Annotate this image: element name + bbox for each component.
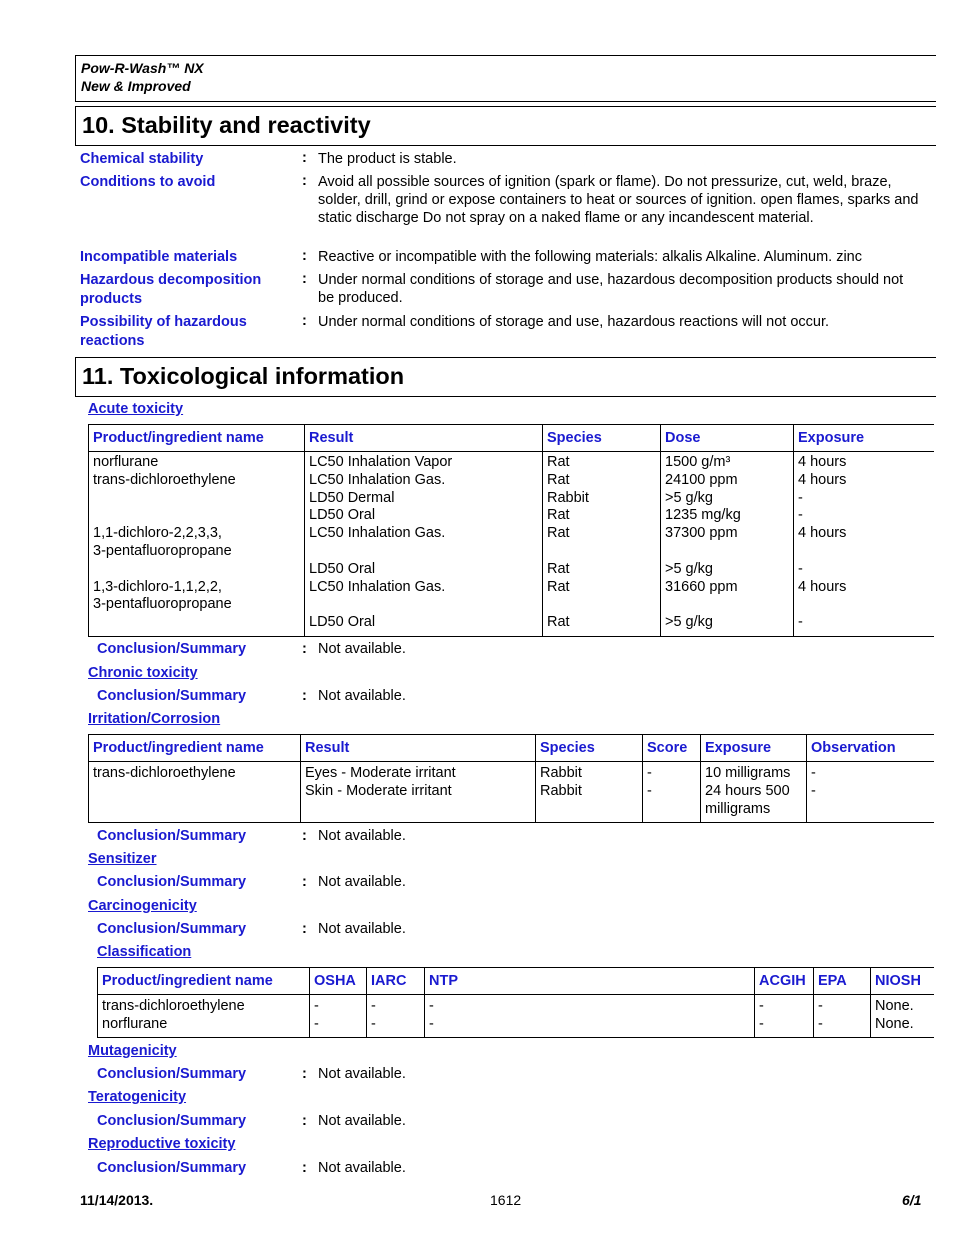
label-chemical-stability: Chemical stability <box>80 151 204 167</box>
acgih-cell <box>755 995 814 1038</box>
cell-line: >5 g/kg <box>665 489 713 506</box>
acute-toxicity-table <box>88 424 934 637</box>
document-header <box>75 55 936 102</box>
cell-line: - <box>798 489 803 506</box>
table-row <box>98 995 935 1038</box>
scores-cell <box>643 762 701 823</box>
product-subtitle: New & Improved <box>81 78 191 94</box>
exposures-cell <box>701 762 807 823</box>
conclusion-label: Conclusion/Summary <box>97 688 247 704</box>
colon: : <box>302 173 307 189</box>
cell-line: None. <box>875 998 914 1014</box>
conclusion-value: Not available. <box>318 921 406 937</box>
conclusion-label: Conclusion/Summary <box>97 921 247 937</box>
cell-line: 24 hours 500 <box>705 783 790 799</box>
cell-line: trans-dichloroethylene <box>102 998 245 1014</box>
header-product: Product/ingredient name <box>98 968 310 995</box>
conclusion-value: Not available. <box>318 641 406 657</box>
cell-line: Rabbit <box>547 489 589 506</box>
ntp-cell <box>425 995 755 1038</box>
section-10-heading <box>75 106 936 146</box>
cell-line <box>547 596 656 614</box>
chronic-toxicity-link[interactable]: Chronic toxicity <box>88 665 198 681</box>
table-row <box>89 452 935 637</box>
header-acgih: ACGIH <box>755 968 814 995</box>
cell-line: Rabbit <box>540 765 582 781</box>
cell-line: Skin - Moderate irritant <box>305 783 452 799</box>
cell-line <box>309 596 538 614</box>
results-cell <box>301 762 536 823</box>
cell-line: - <box>811 765 816 781</box>
osha-cell <box>310 995 367 1038</box>
irritation-corrosion-link[interactable]: Irritation/Corrosion <box>88 711 221 727</box>
header-epa: EPA <box>814 968 871 995</box>
cell-line: LC50 Inhalation Gas. <box>309 578 446 595</box>
cell-line: - <box>314 1016 319 1032</box>
cell-line: 1,1-dichloro-2,2,3,3, <box>93 525 222 542</box>
cell-line <box>798 596 930 614</box>
footer-code: 1612 <box>490 1192 522 1208</box>
cell-line: 3-pentafluoropropane <box>93 542 232 559</box>
cell-line: LD50 Oral <box>309 614 376 631</box>
cell-line: LD50 Oral <box>309 560 376 577</box>
cell-line <box>93 490 300 508</box>
section-10-title: 10. Stability and reactivity <box>82 112 371 138</box>
table-header-row <box>98 968 935 995</box>
cell-line: norflurane <box>102 1016 168 1032</box>
cell-line: - <box>798 614 803 631</box>
cell-line: - <box>759 998 764 1014</box>
carcinogenicity-link[interactable]: Carcinogenicity <box>88 898 197 914</box>
iarc-cell <box>367 995 425 1038</box>
cell-line: - <box>371 1016 376 1032</box>
classification-link[interactable]: Classification <box>97 944 192 960</box>
cell-line: 10 milligrams <box>705 765 791 781</box>
header-osha: OSHA <box>310 968 367 995</box>
cell-line: Eyes - Moderate irritant <box>305 765 456 781</box>
header-niosh: NIOSH <box>871 968 935 995</box>
cell-line <box>665 543 789 561</box>
label-hazardous-reactions: Possibility of hazardous reactions <box>80 314 247 349</box>
footer-page-number: 6/1 <box>902 1192 922 1208</box>
cell-line: - <box>429 1016 434 1032</box>
cell-line: LC50 Inhalation Gas. <box>309 525 446 542</box>
value-hazardous-decomposition: Under normal conditions of storage and use, hazardous decomposition products should not be produced. <box>318 272 904 306</box>
conclusion-value: Not available. <box>318 1160 406 1176</box>
cell-line: Rat <box>547 525 570 542</box>
cell-line: Rat <box>547 454 570 470</box>
cell-line: LC50 Inhalation Gas. <box>309 471 446 488</box>
cell-line: - <box>818 998 823 1014</box>
header-iarc: IARC <box>367 968 425 995</box>
conclusion-label: Conclusion/Summary <box>97 1113 247 1129</box>
cell-line <box>798 543 930 561</box>
mutagenicity-link[interactable]: Mutagenicity <box>88 1043 177 1059</box>
header-species: Species <box>543 425 661 452</box>
section-11-title: 11. Toxicological information <box>82 363 405 389</box>
value-chemical-stability: The product is stable. <box>318 151 457 167</box>
cell-line: 37300 ppm <box>665 525 738 542</box>
doses-cell <box>661 452 794 637</box>
cell-line <box>665 596 789 614</box>
colon: : <box>302 828 307 844</box>
colon: : <box>302 1113 307 1129</box>
cell-line: 4 hours <box>798 578 847 595</box>
colon: : <box>302 921 307 937</box>
species-cell <box>543 452 661 637</box>
cell-line <box>547 543 656 561</box>
cell-line: milligrams <box>705 801 771 817</box>
header-observation: Observation <box>807 735 935 762</box>
product-name: Pow-R-Wash™ NX <box>81 60 204 76</box>
cell-line: LD50 Dermal <box>309 489 395 506</box>
label-hazardous-decomposition: Hazardous decomposition products <box>80 272 262 307</box>
sensitizer-link[interactable]: Sensitizer <box>88 851 157 867</box>
cell-line: norflurane <box>93 454 159 470</box>
cell-line: 31660 ppm <box>665 578 738 595</box>
colon: : <box>302 1066 307 1082</box>
colon: : <box>302 150 307 166</box>
classification-table <box>97 967 934 1038</box>
conclusion-label: Conclusion/Summary <box>97 874 247 890</box>
irritation-table <box>88 734 934 823</box>
colon: : <box>302 874 307 890</box>
value-hazardous-reactions: Under normal conditions of storage and use, hazardous reactions will not occur. <box>318 314 830 330</box>
value-conditions-to-avoid: Avoid all possible sources of ignition (spark or flame). Do not pressurize, cut, weld, braze, solder, drill, grind or expose containers to heat or sources of ignition. open flames, sparks and static discharge Do not spray on a naked flame or any incandescent material. <box>318 174 919 226</box>
header-ntp: NTP <box>425 968 755 995</box>
conclusion-value: Not available. <box>318 1066 406 1082</box>
cell-line: >5 g/kg <box>665 614 713 631</box>
label-incompatible-materials: Incompatible materials <box>80 249 238 265</box>
header-result: Result <box>301 735 536 762</box>
cell-line: 1235 mg/kg <box>665 507 741 524</box>
cell-line: Rat <box>547 471 570 488</box>
cell-line: - <box>811 783 816 799</box>
header-dose: Dose <box>661 425 794 452</box>
species-cell <box>536 762 643 823</box>
header-exposure: Exposure <box>701 735 807 762</box>
names-cell <box>89 452 305 637</box>
header-product: Product/ingredient name <box>89 425 305 452</box>
label-conditions-to-avoid: Conditions to avoid <box>80 174 216 190</box>
cell-line <box>93 561 300 579</box>
cell-line: - <box>759 1016 764 1032</box>
conclusion-label: Conclusion/Summary <box>97 641 247 657</box>
cell-line: - <box>371 998 376 1014</box>
exposures-cell <box>794 452 935 637</box>
conclusion-label: Conclusion/Summary <box>97 1160 247 1176</box>
acute-toxicity-link[interactable]: Acute toxicity <box>88 401 184 417</box>
table-header-row <box>89 425 935 452</box>
cell-line: Rat <box>547 560 570 577</box>
cell-line: - <box>798 560 803 577</box>
colon: : <box>302 271 307 287</box>
header-species: Species <box>536 735 643 762</box>
cell-line: Rat <box>547 614 570 631</box>
conclusion-value: Not available. <box>318 828 406 844</box>
header-result: Result <box>305 425 543 452</box>
epa-cell <box>814 995 871 1038</box>
niosh-cell <box>871 995 935 1038</box>
cell-line <box>93 507 300 525</box>
results-cell <box>305 452 543 637</box>
names-cell <box>98 995 310 1038</box>
cell-line: - <box>818 1016 823 1032</box>
cell-line: 4 hours <box>798 454 847 470</box>
cell-line: LC50 Inhalation Vapor <box>309 454 453 470</box>
cell-line: 1,3-dichloro-1,1,2,2, <box>93 578 222 595</box>
colon: : <box>302 641 307 657</box>
cell-line: - <box>314 998 319 1014</box>
cell-line: None. <box>875 1016 914 1032</box>
table-header-row <box>89 735 935 762</box>
conclusion-value: Not available. <box>318 874 406 890</box>
colon: : <box>302 313 307 329</box>
cell-line: Rat <box>547 507 570 524</box>
header-score: Score <box>643 735 701 762</box>
cell-line: Rat <box>547 578 570 595</box>
cell-line: 4 hours <box>798 471 847 488</box>
cell-line: 1500 g/m³ <box>665 454 731 470</box>
colon: : <box>302 688 307 704</box>
conclusion-value: Not available. <box>318 1113 406 1129</box>
conclusion-label: Conclusion/Summary <box>97 1066 247 1082</box>
cell-line <box>309 543 538 561</box>
teratogenicity-link[interactable]: Teratogenicity <box>88 1089 187 1105</box>
observations-cell <box>807 762 935 823</box>
conclusion-value: Not available. <box>318 688 406 704</box>
cell-line: - <box>798 507 803 524</box>
value-incompatible-materials: Reactive or incompatible with the following materials: alkalis Alkaline. Aluminum. zinc <box>318 249 862 265</box>
cell-line: - <box>647 765 652 781</box>
cell-line: 24100 ppm <box>665 471 738 488</box>
reproductive-toxicity-link[interactable]: Reproductive toxicity <box>88 1136 236 1152</box>
cell-line: Rabbit <box>540 783 582 799</box>
colon: : <box>302 248 307 264</box>
section-11-heading <box>75 357 936 397</box>
cell-line: >5 g/kg <box>665 560 713 577</box>
cell-line: trans-dichloroethylene <box>93 471 236 488</box>
table-row <box>89 762 935 823</box>
cell-line: 3-pentafluoropropane <box>93 596 232 613</box>
header-product: Product/ingredient name <box>89 735 301 762</box>
cell-line: - <box>429 998 434 1014</box>
footer-date: 11/14/2013. <box>80 1192 154 1208</box>
header-exposure: Exposure <box>794 425 935 452</box>
colon: : <box>302 1160 307 1176</box>
name-cell: trans-dichloroethylene <box>89 762 301 823</box>
conclusion-label: Conclusion/Summary <box>97 828 247 844</box>
cell-line: 4 hours <box>798 525 847 542</box>
cell-line: LD50 Oral <box>309 507 376 524</box>
cell-line: - <box>647 783 652 799</box>
